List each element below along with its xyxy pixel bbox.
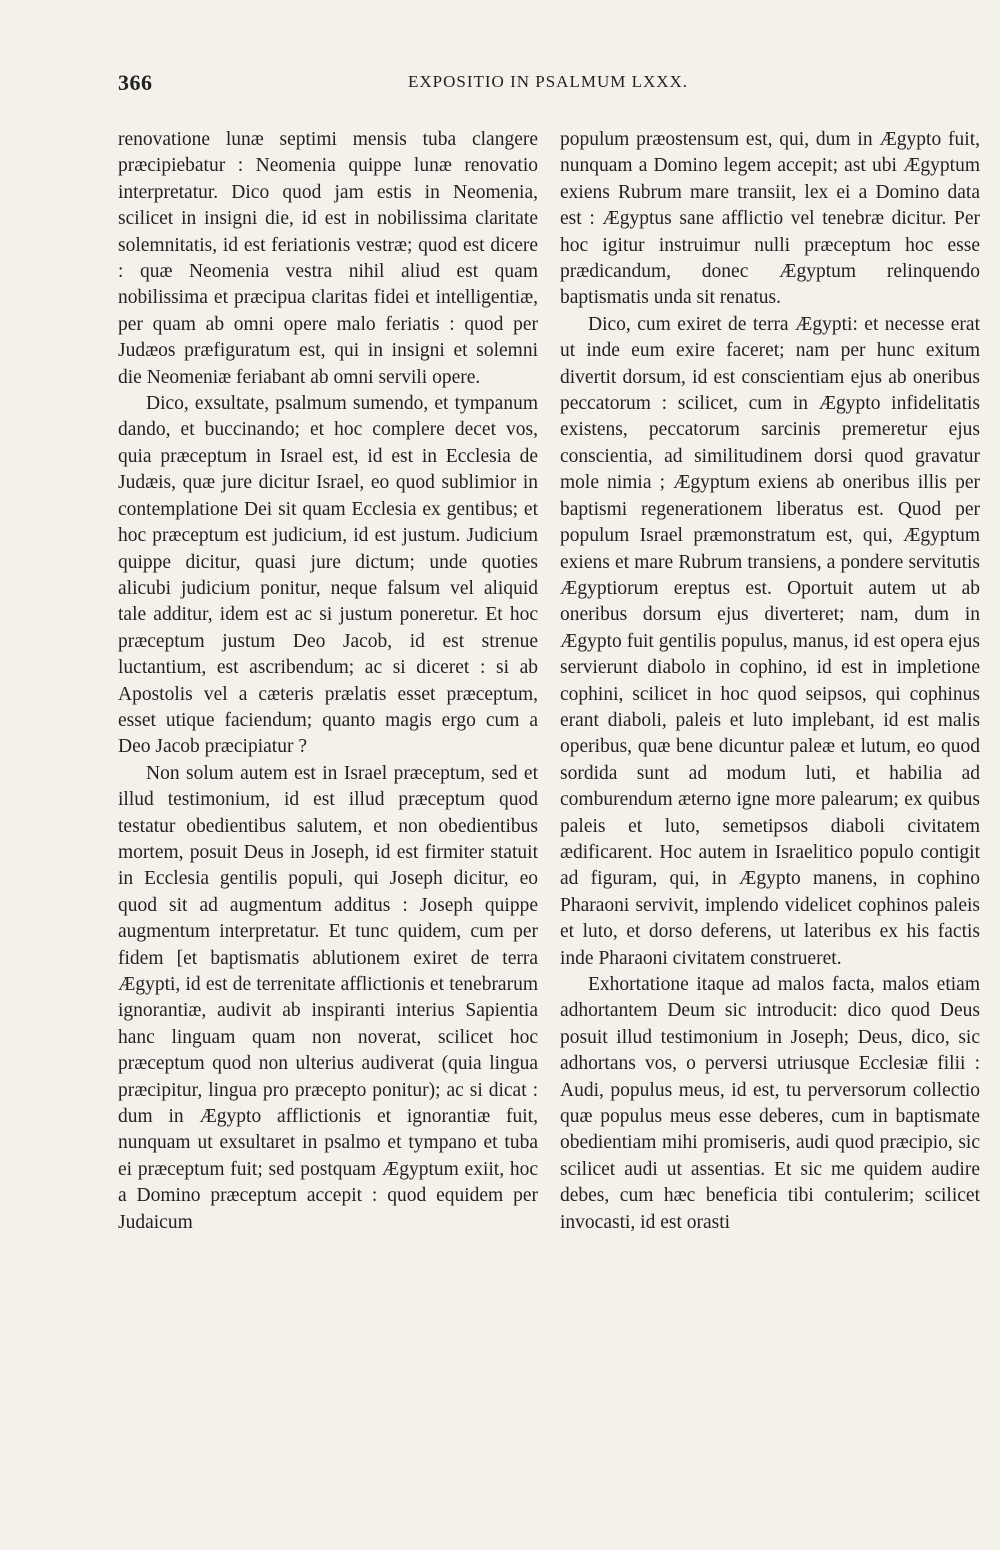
paragraph: Dico, exsultate, psalmum sumendo, et tympanum dando, et buccinando; et hoc complere decet vos, quia præceptum in Israel est, id est in Ecclesia de Judæis, quæ jure dicitur Israel, eo quod sublimior in contemplatione Dei sit quam Ecclesia ex gentibus; et hoc præceptum est judicium, id est justum. Judicium quippe dicitur, quasi jure dictum; unde quoties alicubi judicium ponitur, neque falsum vel aliquid tale additur, idem est ac si justum poneretur. Et hoc præceptum justum Deo Jacob, id est strenue luctantium, est ascribendum; ac si diceret : si ab Apostolis vel a cæteris prælatis esset præceptum, esset utique faciendum; quanto magis ergo cum a Deo Jacob præcipiatur ? — [118, 393, 538, 758]
paragraph: Exhortatione itaque ad malos facta, malos etiam adhortantem Deum sic introducit: dico quod Deus posuit illud testimonium in Joseph; Deus, dico, sic adhortans vos, o perversi utriusque Ecclesiæ filii : Audi, populus meus, id est, tu perversorum collectio quæ populus meus esse deberes, cum in baptismate obedientiam mihi promiseris, audi quod præcipio, sic scilicet audi ut assentias. Et sic me quidem audire debes, cum hæc beneficia tibi contulerim; scilicet invocasti, id est orasti — [560, 974, 980, 1233]
page-header — [118, 70, 978, 100]
right-column — [560, 127, 980, 1236]
page-number: 366 — [118, 70, 153, 95]
left-column — [118, 127, 538, 1236]
running-title: EXPOSITIO IN PSALMUM LXXX. — [408, 72, 689, 91]
paragraph: Dico, cum exiret de terra Ægypti: et necesse erat ut inde eum exire faceret; nam per hunc exitum divertit dorsum, id est conscientiam ejus ab oneribus peccatorum : scilicet, cum in Ægypto infidelitatis existens, peccatorum sarcinis premeretur ejus conscientia, ad similitudinem dorsi quod gravatur mole nimia ; Ægyptum exiens ab oneribus illis per baptismi regenerationem liberatus est. Quod per populum Israel præmonstratum est, qui, Ægyptum exiens et mare Rubrum transiens, a pondere servitutis Ægyptiorum ereptus est. Oportuit autem ut ab oneribus dorsum ejus diverteret; nam, dum in Ægypto fuit gentilis populus, manus, id est opera ejus servierunt diabolo in cophino, id est in impletione cophini, scilicet in hoc quod seipsos, qui cophinus erant diaboli, paleis et luto implebant, id est malis operibus, quæ bene dicuntur paleæ et lutum, eo quod sordida sunt ad modum luti, et habilia ad comburendum æterno igne more palearum; ex quibus paleis et luto, semetipsos diaboli civitatem ædificarent. Hoc autem in Israelitico populo contigit ad figuram, qui, in Ægypto manens, in cophino Pharaoni servivit, implendo videlicet cophinos paleis et luto, et dorso deferens, ut lateribus ex his factis inde Pharaoni civitatem construeret. — [560, 313, 980, 969]
paragraph: populum præostensum est, qui, dum in Ægypto fuit, nunquam a Domino legem accepit; ast ubi Ægyptum exiens Rubrum mare transiit, lex ei a Domino data est : Ægyptus sane afflictio vel tenebræ dicitur. Per hoc igitur instruimur nulli præceptum hoc esse prædicandum, donec Ægyptum relinquendo baptismatis unda sit renatus. — [560, 129, 980, 309]
paragraph: renovatione lunæ septimi mensis tuba clangere præcipiebatur : Neomenia quippe lunæ renovatio interpretatur. Dico quod jam estis in Neomenia, scilicet in insigni die, id est in nobilissima claritate solemnitatis, id est feriationis vestræ; quod est dicere : quæ Neomenia vestra nihil aliud est quam nobilissima et præcipua claritas fidei et intelligentiæ, per quam ab omni opere malo feriatis : quod per Judæos præfiguratum est, qui in insigni et solemni die Neomeniæ feriabant ab omni servili opere. — [118, 129, 538, 388]
paragraph: Non solum autem est in Israel præceptum, sed et illud testimonium, id est illud præceptum quod testatur obedientibus salutem, et non obedientibus mortem, posuit Deus in Joseph, id est firmiter statuit in Ecclesia gentilis populi, qui Joseph dicitur, eo quod sit ad augmentum additus : Joseph quippe augmentum interpretatur. Et tunc quidem, cum per fidem [et baptismatis ablutionem exiret de terra Ægypti, id est de terrenitate afflictionis et tenebrarum ignorantiæ, audivit ab inspiranti interius Sapientia hanc linguam quam non noverat, scilicet hoc præceptum quod non ulterius audiverat (quia lingua præcipitur, lingua pro præcepto ponitur); ac si dicat : dum in Ægypto afflictionis et ignorantiæ fuit, nunquam ut exsultaret in psalmo et tympano et tuba ei præceptum fuit; sed postquam Ægyptum exiit, hoc a Domino præceptum accepit : quod equidem per Judaicum — [118, 762, 538, 1233]
